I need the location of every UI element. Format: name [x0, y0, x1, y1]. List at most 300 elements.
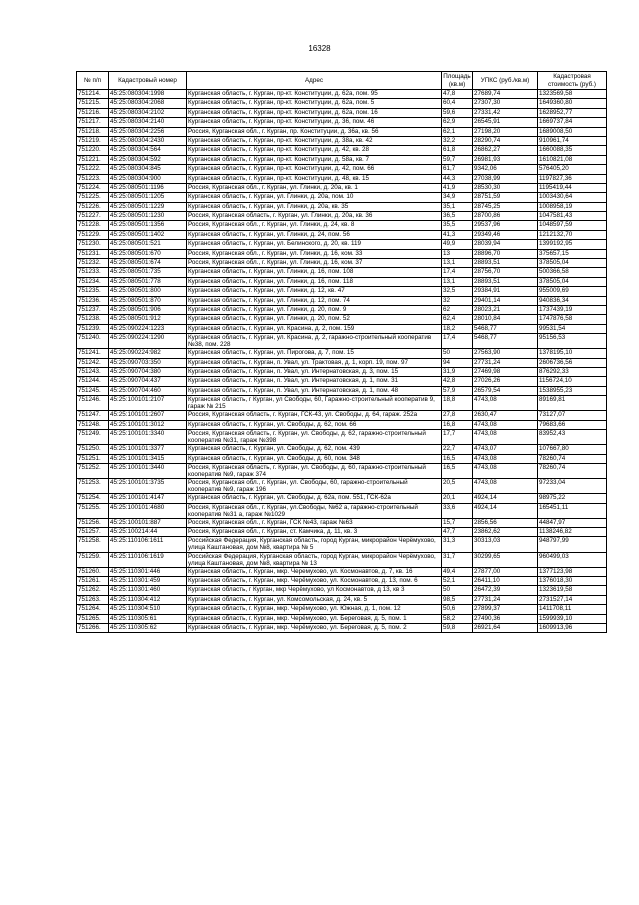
address-cell: Курганская область, г. Курган, ул. Глинки, д. 20а, пом. 10 [187, 193, 442, 202]
table-row [77, 99, 607, 108]
area-cell: 31,3 [442, 537, 473, 552]
upks-cell: 4743,08 [473, 454, 538, 463]
upks-cell: 27899,37 [473, 605, 538, 614]
table-row [77, 576, 607, 585]
cadastral-cost-cell: 876292,33 [538, 368, 607, 377]
upks-cell: 26862,27 [473, 146, 538, 155]
row-num-cell: 751253. [77, 479, 109, 494]
row-num-cell: 751266. [77, 623, 109, 632]
upks-cell: 26472,39 [473, 586, 538, 595]
area-cell: 20,1 [442, 494, 473, 503]
table-row [77, 479, 607, 494]
address-cell: Курганская область, г Курган, мкр Черёмухово, ул Космонавтов, д 13, кв 3 [187, 586, 442, 595]
area-cell: 32,5 [442, 287, 473, 296]
cadastral-number-cell: 45:25:110305:62 [109, 623, 187, 632]
cadastral-cost-cell: 378505,04 [538, 277, 607, 286]
address-cell: Курганская область, г. Курган, ул. Комсомольская, д. 24, кв. 5 [187, 595, 442, 604]
address-cell: Курганская область, г. Курган, ул. Глинки, д. 12, кв. 47 [187, 287, 442, 296]
address-cell: Курганская область, г. Курган, ул. Глинки, д. 16, пом. 108 [187, 268, 442, 277]
table-row [77, 463, 607, 478]
area-cell: 13 [442, 249, 473, 258]
upks-cell: 28896,70 [473, 249, 538, 258]
address-cell: Курганская область, г. Курган, ул. Глинки, д. 24, пом. 56 [187, 230, 442, 239]
cadastral-cost-cell: 1197827,36 [538, 174, 607, 183]
table-row [77, 268, 607, 277]
table-row [77, 386, 607, 395]
upks-cell: 27331,42 [473, 108, 538, 117]
area-cell: 60,4 [442, 99, 473, 108]
cadastral-number-cell: 45:25:080304:2256 [109, 127, 187, 136]
cadastral-cost-cell: 1008958,19 [538, 202, 607, 211]
upks-cell: 27877,00 [473, 567, 538, 576]
table-row [77, 537, 607, 552]
upks-cell: 28530,30 [473, 183, 538, 192]
table-row [77, 296, 607, 305]
row-num-cell: 751251. [77, 454, 109, 463]
cadastral-cost-cell: 940836,34 [538, 296, 607, 305]
cadastral-cost-cell: 1609913,96 [538, 623, 607, 632]
table-row [77, 349, 607, 358]
area-cell: 15,7 [442, 518, 473, 527]
address-cell: Россия, Курганская обл., г. Курган, ул. Глинки, д. 24, кв. 8 [187, 221, 442, 230]
table-row [77, 202, 607, 211]
area-cell: 58,2 [442, 614, 473, 623]
table-row [77, 494, 607, 503]
cadastral-cost-cell: 78260,74 [538, 463, 607, 478]
cadastral-number-cell: 45:25:080304:592 [109, 155, 187, 164]
cadastral-number-cell: 45:25:100101:3377 [109, 445, 187, 454]
row-num-cell: 751240. [77, 334, 109, 349]
address-cell: Курганская область, г. Курган, пр-кт. Конституции, д. 62а, пом. 16 [187, 108, 442, 117]
table-row [77, 614, 607, 623]
cadastral-number-cell: 45:25:080304:1998 [109, 90, 187, 99]
upks-cell: 28745,25 [473, 202, 538, 211]
table-row [77, 212, 607, 221]
cadastral-number-cell: 45:25:080501:1205 [109, 193, 187, 202]
area-cell: 49,9 [442, 240, 473, 249]
cadastral-cost-cell: 1195419,44 [538, 183, 607, 192]
cadastral-cost-cell: 1156724,10 [538, 377, 607, 386]
table-row [77, 430, 607, 445]
table-row [77, 411, 607, 420]
table-row [77, 503, 607, 518]
cadastral-number-cell: 45:25:110301:459 [109, 576, 187, 585]
address-cell: Курганская область, г Курган, ул Свободы, 60, Гаражно-строительный кооператив 9, гараж № 215 [187, 396, 442, 411]
area-cell: 62,4 [442, 315, 473, 324]
cadastral-number-cell: 45:25:110304:412 [109, 595, 187, 604]
cadastral-cost-cell: 1538955,23 [538, 386, 607, 395]
row-num-cell: 751264. [77, 605, 109, 614]
address-cell: Курганская область, г. Курган, мкр. Черемухово, ул. Космонавтов, д. 7, кв. 16 [187, 567, 442, 576]
cadastral-cost-cell: 375657,15 [538, 249, 607, 258]
cadastral-number-cell: 45:25:100101:4147 [109, 494, 187, 503]
cadastral-number-cell: 45:25:110304:510 [109, 605, 187, 614]
table-row [77, 193, 607, 202]
upks-cell: 26981,93 [473, 155, 538, 164]
address-cell: Курганская область, г. Курган, ул. Свободы, д. 60, пом. 348 [187, 454, 442, 463]
row-num-cell: 751246. [77, 396, 109, 411]
cadastral-cost-cell: 1323569,58 [538, 90, 607, 99]
address-cell: Курганская область, г. Курган, ул. Глинки, д. 12, пом. 74 [187, 296, 442, 305]
cadastral-number-cell: 45:25:100101:2607 [109, 411, 187, 420]
cadastral-cost-cell: 98975,22 [538, 494, 607, 503]
address-cell: Российская Федерация, Курганская область, город Курган, микрорайон Черёмухово, улица Каштановая, дом №8, квартира № 13 [187, 552, 442, 567]
table-row [77, 183, 607, 192]
table-body [77, 90, 607, 633]
cadastral-number-cell: 45:25:090224:1223 [109, 324, 187, 333]
row-num-cell: 751227. [77, 212, 109, 221]
cadastral-number-cell: 45:25:080501:800 [109, 287, 187, 296]
table-row [77, 155, 607, 164]
table-row [77, 277, 607, 286]
upks-cell: 30299,65 [473, 552, 538, 567]
row-num-cell: 751218. [77, 127, 109, 136]
cadastral-cost-cell: 78260,74 [538, 454, 607, 463]
cadastral-cost-cell: 107667,80 [538, 445, 607, 454]
table-row [77, 146, 607, 155]
row-num-cell: 751233. [77, 268, 109, 277]
area-cell: 16,8 [442, 420, 473, 429]
address-cell: Россия, Курганская обл., г. Курган, ул. Глинки, д. 20а, кв. 1 [187, 183, 442, 192]
address-cell: Курганская область, г. Курган, мкр. Черёмухово, ул. Южная, д. 1, пом. 12 [187, 605, 442, 614]
area-cell: 32,2 [442, 136, 473, 145]
row-num-cell: 751261. [77, 576, 109, 585]
address-cell: Курганская область, г. Курган, пр-кт. Конституции, д. 42, пом. 66 [187, 165, 442, 174]
cadastral-number-cell: 45:25:080501:735 [109, 268, 187, 277]
upks-cell: 4743,08 [473, 396, 538, 411]
cadastral-number-cell: 45:25:080501:906 [109, 305, 187, 314]
cadastral-number-cell: 45:25:100101:2107 [109, 396, 187, 411]
area-cell: 62,1 [442, 127, 473, 136]
cadastral-number-cell: 45:25:110106:1611 [109, 537, 187, 552]
table-row [77, 136, 607, 145]
area-cell: 34,9 [442, 193, 473, 202]
address-cell: Курганская область, г. Курган, ул. Глинки, д. 20а, кв. 35 [187, 202, 442, 211]
address-cell: Россия, Курганская обл., г. Курган, ГСК №43, гараж №63 [187, 518, 442, 527]
table-row [77, 445, 607, 454]
upks-cell: 28290,74 [473, 136, 538, 145]
upks-cell: 29537,96 [473, 221, 538, 230]
area-cell: 50 [442, 349, 473, 358]
upks-cell: 27469,98 [473, 368, 538, 377]
table-header-row [77, 72, 607, 90]
cadastral-cost-cell: 948797,99 [538, 537, 607, 552]
cadastral-cost-cell: 1689008,50 [538, 127, 607, 136]
upks-cell: 4743,08 [473, 420, 538, 429]
upks-cell: 2856,56 [473, 518, 538, 527]
area-cell: 61,8 [442, 146, 473, 155]
cadastral-cost-cell: 500366,58 [538, 268, 607, 277]
cadastral-number-cell: 45:25:080501:521 [109, 240, 187, 249]
cadastral-cost-cell: 1660088,35 [538, 146, 607, 155]
row-num-cell: 751263. [77, 595, 109, 604]
cadastral-number-cell: 45:25:080501:870 [109, 296, 187, 305]
table-row [77, 240, 607, 249]
address-cell: Россия, Курганская обл., г. Курган, ул.Свободы, №62 а, гаражно-строительный кооператив №31 а, гараж №1029 [187, 503, 442, 518]
address-cell: Курганская область, г. Курган, ул. Свободы, д. 62а, пом. 551, ГСК-62а [187, 494, 442, 503]
cadastral-number-cell: 45:25:080501:1356 [109, 221, 187, 230]
address-cell: Курганская область, г. Курган, ул. Свободы, д. 62, пом. 439 [187, 445, 442, 454]
header-upks: УПКС (руб./кв.м) [473, 72, 538, 90]
cadastral-cost-cell: 1047581,43 [538, 212, 607, 221]
cadastral-number-cell: 45:25:090224:1290 [109, 334, 187, 349]
table-row [77, 174, 607, 183]
cadastral-number-cell: 45:25:110301:446 [109, 567, 187, 576]
area-cell: 59,6 [442, 108, 473, 117]
row-num-cell: 751229. [77, 230, 109, 239]
address-cell: Курганская область, г. Курган, пр-кт. Конституции, д. 62а, пом. 5 [187, 99, 442, 108]
cadastral-number-cell: 45:25:080501:778 [109, 277, 187, 286]
row-num-cell: 751252. [77, 463, 109, 478]
row-num-cell: 751234. [77, 277, 109, 286]
area-cell: 41,3 [442, 230, 473, 239]
upks-cell: 2630,47 [473, 411, 538, 420]
row-num-cell: 751248. [77, 420, 109, 429]
row-num-cell: 751222. [77, 165, 109, 174]
cadastral-number-cell: 45:25:080304:900 [109, 174, 187, 183]
cadastral-number-cell: 45:25:080501:674 [109, 259, 187, 268]
header-cadastral-cost: Кадастровая стоимость (руб.) [538, 72, 607, 90]
cadastral-cost-cell: 79683,66 [538, 420, 607, 429]
address-cell: Россия, Курганская обл., г. Курган, ст. Камчика, д. 11, кв. 3 [187, 528, 442, 537]
cadastral-number-cell: 45:25:090704:437 [109, 377, 187, 386]
row-num-cell: 751249. [77, 430, 109, 445]
cadastral-number-cell: 45:25:090703:350 [109, 358, 187, 367]
area-cell: 17,7 [442, 430, 473, 445]
row-num-cell: 751226. [77, 202, 109, 211]
table-row [77, 305, 607, 314]
address-cell: Курганская область, г. Курган, ул. Свободы, д. 62, пом. 66 [187, 420, 442, 429]
area-cell: 44,3 [442, 174, 473, 183]
table-row [77, 567, 607, 576]
upks-cell: 27731,24 [473, 358, 538, 367]
address-cell: Курганская область, г. Курган, ул. Белинского, д. 20, кв. 119 [187, 240, 442, 249]
row-num-cell: 751247. [77, 411, 109, 420]
table-row [77, 368, 607, 377]
cadastral-cost-cell: 2606736,56 [538, 358, 607, 367]
area-cell: 42,8 [442, 377, 473, 386]
cadastral-cost-cell: 1138246,82 [538, 528, 607, 537]
upks-cell: 4743,08 [473, 463, 538, 478]
cadastral-number-cell: 45:25:080501:670 [109, 249, 187, 258]
upks-cell: 4743,07 [473, 445, 538, 454]
area-cell: 98,5 [442, 595, 473, 604]
cadastral-cost-cell: 378505,04 [538, 259, 607, 268]
area-cell: 33,6 [442, 503, 473, 518]
table-row [77, 396, 607, 411]
table-row [77, 230, 607, 239]
upks-cell: 27307,30 [473, 99, 538, 108]
address-cell: Россия, Курганская область, г. Курган, ГСК-43, ул. Свободы, д. 64, гараж. 252а [187, 411, 442, 420]
address-cell: Курганская область, г. Курган, ул. Глинки, д. 16, пом. 118 [187, 277, 442, 286]
cadastral-cost-cell: 1048597,59 [538, 221, 607, 230]
upks-cell: 27731,24 [473, 595, 538, 604]
row-num-cell: 751214. [77, 90, 109, 99]
row-num-cell: 751244. [77, 377, 109, 386]
address-cell: Курганская область, г. Курган, пр-кт. Конституции, д. 58а, кв. 7 [187, 155, 442, 164]
area-cell: 22,7 [442, 445, 473, 454]
upks-cell: 26411,10 [473, 576, 538, 585]
table-row [77, 118, 607, 127]
header-address: Адрес [187, 72, 442, 90]
upks-cell: 27038,99 [473, 174, 538, 183]
upks-cell: 5468,77 [473, 334, 538, 349]
address-cell: Россия, Курганская обл., г. Курган, ул. Глинки, д. 16, ком. 37 [187, 259, 442, 268]
cadastral-cost-cell: 97233,04 [538, 479, 607, 494]
cadastral-cost-cell: 1003430,64 [538, 193, 607, 202]
address-cell: Россия, Курганская обл., г. Курган, пр. Конституции, д. 36а, кв. 56 [187, 127, 442, 136]
address-cell: Курганская область, г. Курган, мкр. Черёмухово, ул. Береговая, д. 5, пом. 2 [187, 623, 442, 632]
upks-cell: 28700,86 [473, 212, 538, 221]
cadastral-cost-cell: 44847,97 [538, 518, 607, 527]
address-cell: Курганская область, г. Курган, пр-кт. Конституции, д. 62а, пом. 95 [187, 90, 442, 99]
cadastral-cost-cell: 83952,43 [538, 430, 607, 445]
area-cell: 31,9 [442, 368, 473, 377]
cadastral-cost-cell: 1376018,30 [538, 576, 607, 585]
area-cell: 62,9 [442, 118, 473, 127]
row-num-cell: 751224. [77, 183, 109, 192]
upks-cell: 28039,94 [473, 240, 538, 249]
row-num-cell: 751256. [77, 518, 109, 527]
area-cell: 13,1 [442, 277, 473, 286]
row-num-cell: 751243. [77, 368, 109, 377]
address-cell: Курганская область, г. Курган, ул. Пирогова, д. 7, пом. 15 [187, 349, 442, 358]
row-num-cell: 751215. [77, 99, 109, 108]
table-row [77, 595, 607, 604]
table-row [77, 454, 607, 463]
upks-cell: 27490,36 [473, 614, 538, 623]
header-area: Площадь (кв.м) [443, 73, 471, 88]
area-cell: 57,9 [442, 386, 473, 395]
area-cell: 20,5 [442, 479, 473, 494]
cadastral-cost-cell: 1411708,11 [538, 605, 607, 614]
row-num-cell: 751228. [77, 221, 109, 230]
row-num-cell: 751232. [77, 259, 109, 268]
cadastral-cost-cell: 1212132,70 [538, 230, 607, 239]
upks-cell: 4924,14 [473, 494, 538, 503]
area-cell: 50 [442, 586, 473, 595]
cadastral-cost-cell: 910961,74 [538, 136, 607, 145]
cadastral-cost-cell: 1378195,10 [538, 349, 607, 358]
address-cell: Курганская область, г. Курган, ул. Красина, д. 2, гаражно-строительный кооператив №38, пом. 228 [187, 334, 442, 349]
upks-cell: 9342,06 [473, 165, 538, 174]
address-cell: Россия, Курганская обл., г. Курган, ул. Свободы, 60, гаражно-строительный кооператив №9, гараж 196 [187, 479, 442, 494]
cadastral-number-cell: 45:25:080501:1402 [109, 230, 187, 239]
area-cell: 36,5 [442, 212, 473, 221]
row-num-cell: 751262. [77, 586, 109, 595]
table-row [77, 586, 607, 595]
area-cell: 47,7 [442, 528, 473, 537]
upks-cell: 4743,08 [473, 479, 538, 494]
area-cell: 50,6 [442, 605, 473, 614]
row-num-cell: 751230. [77, 240, 109, 249]
table-row [77, 249, 607, 258]
row-num-cell: 751242. [77, 358, 109, 367]
upks-cell: 26545,91 [473, 118, 538, 127]
cadastral-cost-cell: 73127,07 [538, 411, 607, 420]
header-cadastral-number: Кадастровый номер [109, 72, 187, 90]
row-num-cell: 751257. [77, 528, 109, 537]
row-num-cell: 751258. [77, 537, 109, 552]
cadastral-number-cell: 45:25:100101:3415 [109, 454, 187, 463]
area-cell: 94 [442, 358, 473, 367]
cadastral-cost-cell: 1669737,84 [538, 118, 607, 127]
address-cell: Курганская область, г. Курган, п. Увал, ул. Трактовая, д. 1, корп. 19, пом. 97 [187, 358, 442, 367]
table-row [77, 165, 607, 174]
cadastral-cost-cell: 1399192,95 [538, 240, 607, 249]
upks-cell: 28756,70 [473, 268, 538, 277]
address-cell: Российская Федерация, Курганская область, город Курган, микрорайон Черёмухово, улица Каштановая, дом №8, квартира № 5 [187, 537, 442, 552]
table-row [77, 315, 607, 324]
cadastral-cost-cell: 165451,11 [538, 503, 607, 518]
area-cell: 27,8 [442, 411, 473, 420]
address-cell: Курганская область, г. Курган, п. Увал, ул. Интернатовская, д. 1, пом. 48 [187, 386, 442, 395]
table-row [77, 259, 607, 268]
table-row [77, 90, 607, 99]
cadastral-number-cell: 45:25:080304:845 [109, 165, 187, 174]
upks-cell: 27689,74 [473, 90, 538, 99]
address-cell: Курганская область, г. Курган, ул. Глинки, д. 20, пом. 9 [187, 305, 442, 314]
table-row [77, 552, 607, 567]
cadastral-cost-cell: 1599939,10 [538, 614, 607, 623]
table-row [77, 605, 607, 614]
area-cell: 16,5 [442, 463, 473, 478]
row-num-cell: 751255. [77, 503, 109, 518]
cadastral-number-cell: 45:25:110301:460 [109, 586, 187, 595]
header-num: № п/п [77, 72, 109, 90]
address-cell: Курганская область, г. Курган, мкр. Черёмухово, ул. Космонавтов, д. 13, пом. 6 [187, 576, 442, 585]
cadastral-cost-cell: 99531,54 [538, 324, 607, 333]
row-num-cell: 751220. [77, 146, 109, 155]
cadastral-number-cell: 45:25:100214:44 [109, 528, 187, 537]
table-row [77, 358, 607, 367]
row-num-cell: 751239. [77, 324, 109, 333]
area-cell: 17,4 [442, 268, 473, 277]
area-cell: 59,8 [442, 623, 473, 632]
cadastral-cost-cell: 1377123,98 [538, 567, 607, 576]
address-cell: Курганская область, г. Курган, ул. Красина, д. 2, пом. 159 [187, 324, 442, 333]
area-cell: 18,2 [442, 324, 473, 333]
cadastral-number-cell: 45:25:100101:3012 [109, 420, 187, 429]
area-cell: 41,9 [442, 183, 473, 192]
cadastral-cost-cell: 89169,81 [538, 396, 607, 411]
cadastral-number-cell: 45:25:110305:61 [109, 614, 187, 623]
area-cell: 35,1 [442, 202, 473, 211]
cadastral-cost-cell: 1323619,58 [538, 586, 607, 595]
cadastral-number-cell: 45:25:090704:460 [109, 386, 187, 395]
cadastral-cost-cell: 1737439,19 [538, 305, 607, 314]
upks-cell: 29349,46 [473, 230, 538, 239]
area-cell: 32 [442, 296, 473, 305]
cadastral-cost-cell: 1747876,58 [538, 315, 607, 324]
cadastral-cost-cell: 960499,03 [538, 552, 607, 567]
table-row [77, 287, 607, 296]
address-cell: Курганская область, г. Курган, мкр. Черёмухово, ул. Береговая, д. 5, пом. 1 [187, 614, 442, 623]
cadastral-number-cell: 45:25:100101:887 [109, 518, 187, 527]
row-num-cell: 751260. [77, 567, 109, 576]
row-num-cell: 751254. [77, 494, 109, 503]
upks-cell: 26579,54 [473, 386, 538, 395]
cadastral-number-cell: 45:25:100101:3735 [109, 479, 187, 494]
table-row [77, 127, 607, 136]
cadastral-table [76, 71, 607, 633]
cadastral-number-cell: 45:25:090224:982 [109, 349, 187, 358]
upks-cell: 4924,14 [473, 503, 538, 518]
area-cell: 31,7 [442, 552, 473, 567]
row-num-cell: 751237. [77, 305, 109, 314]
table-row [77, 334, 607, 349]
row-num-cell: 751245. [77, 386, 109, 395]
